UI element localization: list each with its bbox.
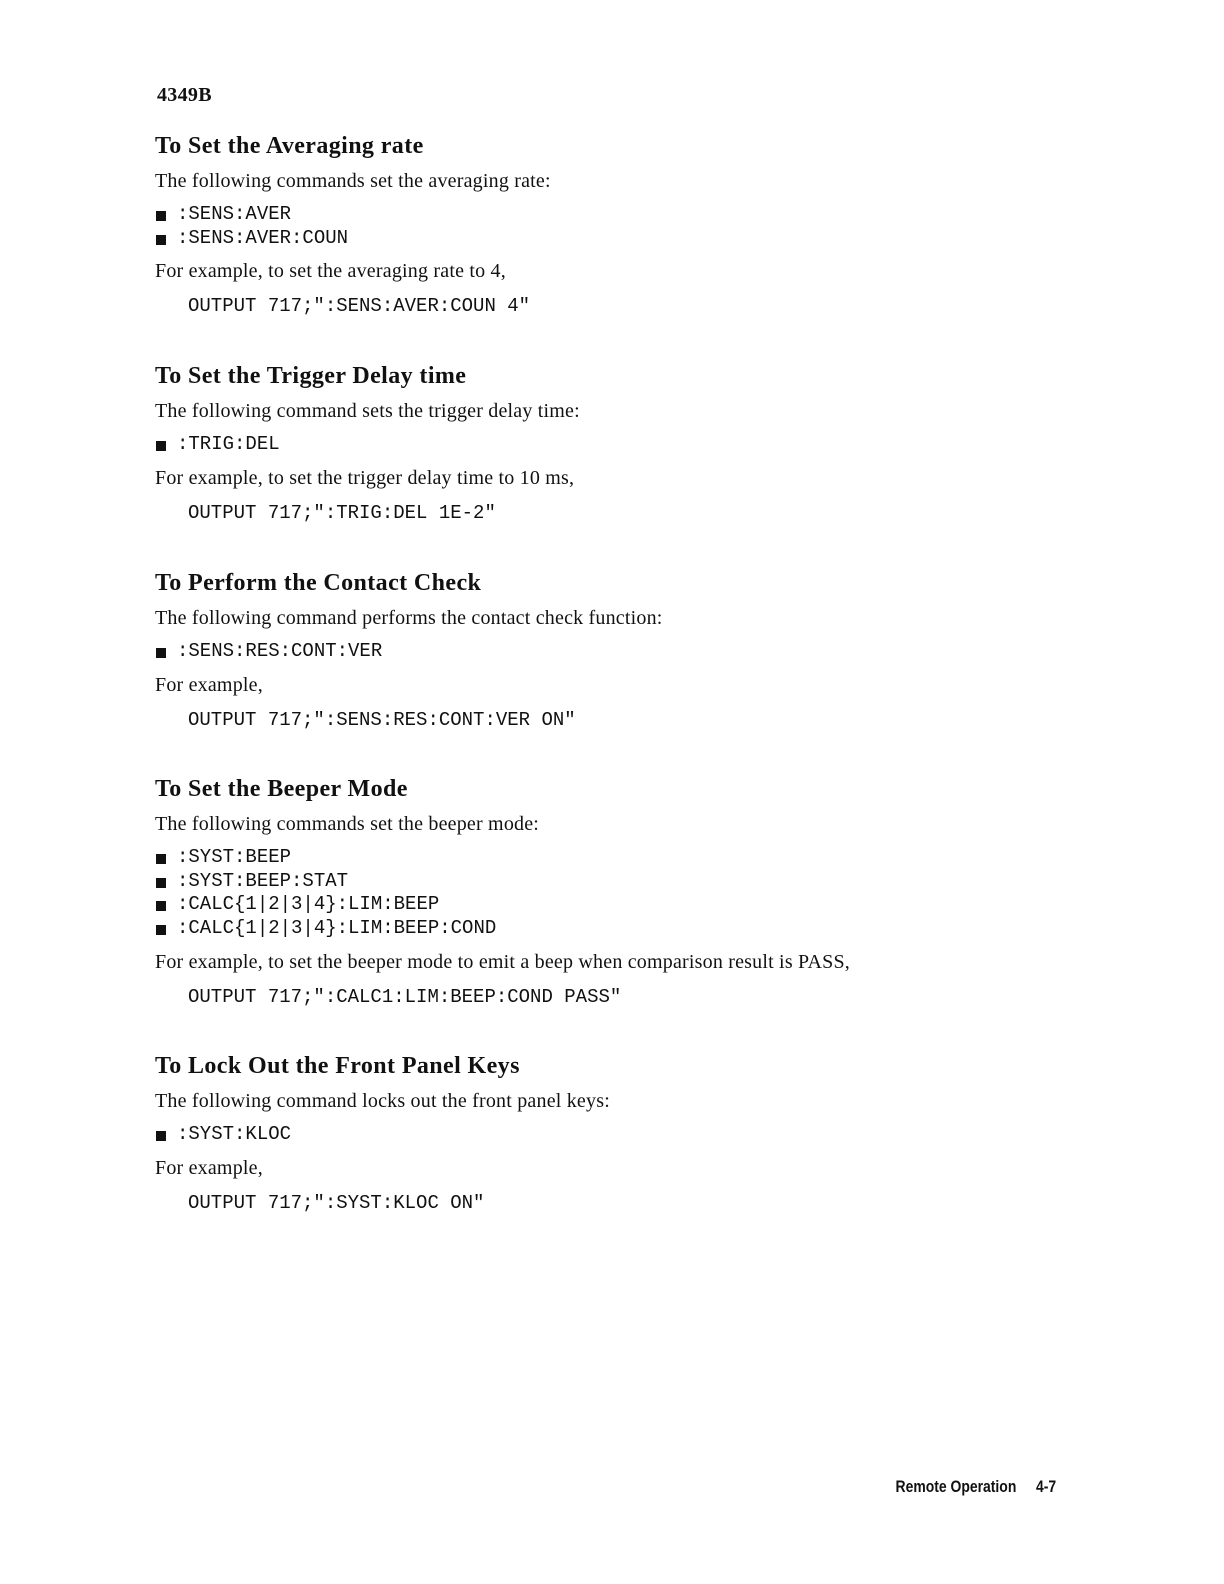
square-bullet-icon [156, 648, 166, 658]
example-text: For example, to set the beeper mode to emit a beep when comparison result is PASS, [155, 950, 850, 973]
command-item [155, 893, 1055, 917]
example-code: OUTPUT 717;":SYST:KLOC ON" [188, 1191, 485, 1214]
section-heading: To Perform the Contact Check [155, 570, 482, 596]
square-bullet-icon [156, 235, 166, 245]
section-contact-check [155, 569, 1055, 732]
command-text: :SYST:BEEP:STAT [177, 869, 349, 892]
square-bullet-icon [156, 925, 166, 935]
example-code: OUTPUT 717;":CALC1:LIM:BEEP:COND PASS" [188, 985, 622, 1008]
command-item [155, 870, 1055, 894]
section-intro: The following command locks out the front panel keys: [155, 1090, 610, 1112]
command-item [155, 917, 1055, 941]
section-intro: The following command sets the trigger delay time: [155, 400, 580, 422]
command-list [155, 433, 1055, 457]
square-bullet-icon [156, 211, 166, 221]
command-text: :TRIG:DEL [177, 433, 280, 455]
command-text: :SYST:BEEP [177, 846, 292, 868]
example-text: For example, [155, 673, 263, 696]
command-list [155, 640, 1055, 664]
section-heading: To Set the Trigger Delay time [155, 363, 467, 389]
section-intro: The following command performs the contact check function: [155, 607, 663, 629]
command-text: :CALC{1|2|3|4}:LIM:BEEP [177, 893, 440, 916]
command-item [155, 1123, 1055, 1147]
page-footer [880, 1457, 1056, 1517]
section-heading: To Lock Out the Front Panel Keys [155, 1053, 520, 1079]
section-intro: The following commands set the beeper mode: [155, 813, 540, 835]
square-bullet-icon [156, 878, 166, 888]
command-list [155, 1123, 1055, 1147]
example-code: OUTPUT 717;":SENS:RES:CONT:VER ON" [188, 708, 576, 731]
section-front-panel-lock [155, 1052, 1055, 1215]
command-text: :CALC{1|2|3|4}:LIM:BEEP:COND [177, 917, 497, 940]
square-bullet-icon [156, 854, 166, 864]
section-trigger-delay [155, 362, 1055, 525]
command-list [155, 203, 1055, 250]
example-code: OUTPUT 717;":TRIG:DEL 1E-2" [188, 501, 496, 524]
command-text: :SENS:AVER [177, 203, 292, 225]
command-item [155, 640, 1055, 664]
command-item [155, 227, 1055, 251]
model-number: 4349B [157, 84, 212, 106]
section-averaging-rate [155, 132, 1055, 318]
section-beeper-mode [155, 775, 1055, 1009]
command-text: :SENS:RES:CONT:VER [177, 640, 383, 662]
footer-chapter-title: Remote Operation [895, 1477, 1017, 1496]
command-list [155, 846, 1055, 941]
section-intro: The following commands set the averaging rate: [155, 170, 551, 192]
section-heading: To Set the Averaging rate [155, 133, 424, 159]
section-heading: To Set the Beeper Mode [155, 776, 408, 802]
command-item [155, 433, 1055, 457]
page-number: 4-7 [1036, 1477, 1057, 1496]
example-text: For example, [155, 1156, 263, 1179]
square-bullet-icon [156, 901, 166, 911]
example-code: OUTPUT 717;":SENS:AVER:COUN 4" [188, 295, 531, 318]
square-bullet-icon [156, 1131, 166, 1141]
command-item [155, 203, 1055, 227]
example-text: For example, to set the trigger delay time to 10 ms, [155, 466, 575, 489]
example-text: For example, to set the averaging rate to 4, [155, 260, 506, 283]
command-item [155, 846, 1055, 870]
command-text: :SYST:KLOC [177, 1123, 292, 1145]
command-text: :SENS:AVER:COUN [177, 226, 349, 249]
square-bullet-icon [156, 441, 166, 451]
